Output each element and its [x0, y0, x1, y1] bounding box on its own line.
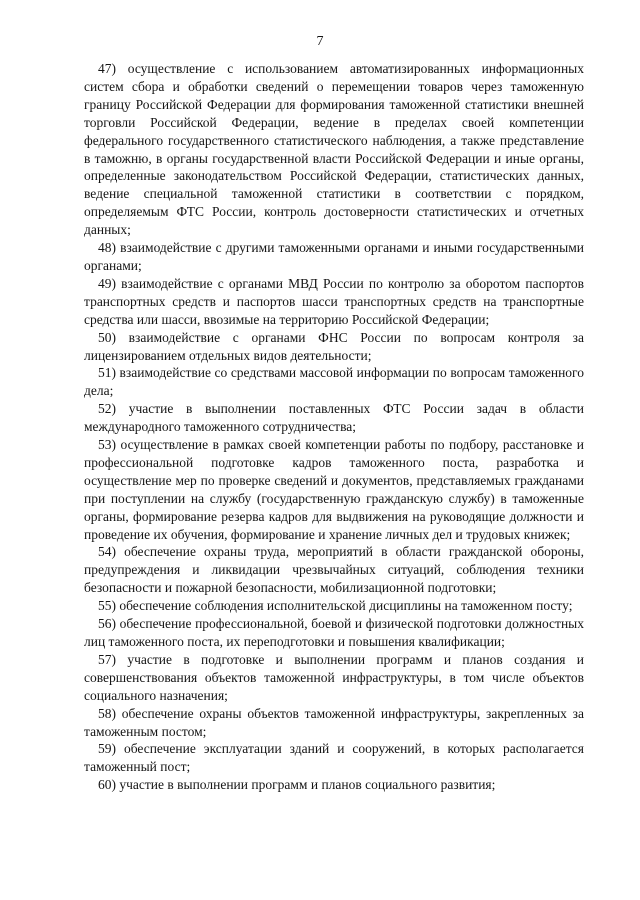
list-item-49: 49) взаимодействие с органами МВД России по контролю за оборотом паспортов транспортных средств и паспортов шасси транспортных средств на транспортные средства или шасси, ввозимые на территорию Российской Федерации; [84, 275, 584, 327]
document-body [84, 60, 584, 794]
list-item-58: 58) обеспечение охраны объектов таможенной инфраструктуры, закрепленных за таможенным постом; [84, 705, 584, 739]
list-item-57: 57) участие в подготовке и выполнении программ и планов создания и совершенствования объектов таможенной инфраструктуры, в том числе объектов социального назначения; [84, 651, 584, 703]
list-item-53: 53) осуществление в рамках своей компетенции работы по подбору, расстановке и профессиональной подготовке кадров таможенного поста, разработка и осуществление мер по проверке сведений и документов, представляемых гражданами при поступлении на службу (государственную гражданскую службу) в таможенные органы, формирование резерва кадров для выдвижения на руководящие должности и проведение их обучения, формирование и хранение личных дел и трудовых книжек; [84, 437, 584, 542]
list-item-56: 56) обеспечение профессиональной, боевой и физической подготовки должностных лиц таможенного поста, их переподготовки и повышения квалификации; [84, 616, 584, 649]
list-item-54: 54) обеспечение охраны труда, мероприятий в области гражданской обороны, предупреждения и ликвидации чрезвычайных ситуаций, соблюдения техники безопасности и пожарной безопасности, мобилизационной подготовки; [84, 544, 584, 596]
list-item-48: 48) взаимодействие с другими таможенными органами и иными государственными органами; [84, 240, 584, 273]
page-number: 7 [316, 34, 324, 49]
list-item-52: 52) участие в выполнении поставленных ФТС России задач в области международного таможенного сотрудничества; [84, 401, 584, 435]
list-item-60: 60) участие в выполнении программ и планов социального развития; [98, 777, 496, 793]
list-item-59: 59) обеспечение эксплуатации зданий и сооружений, в которых располагается таможенный пост; [84, 741, 584, 775]
list-item-51: 51) взаимодействие со средствами массовой информации по вопросам таможенного дела; [84, 365, 584, 399]
list-item-50: 50) взаимодействие с органами ФНС России по вопросам контроля за лицензированием отдельных видов деятельности; [84, 329, 584, 363]
list-item-47: 47) осуществление с использованием автоматизированных информационных систем сбора и обработки сведений о перемещении товаров через таможенную границу Российской Федерации для формирования таможенной статистики внешней торговли Российской Федерации, ведение в пределах своей компетенции федерального государственного статистического наблюдения, а также представление в таможню, в органы государственной власти Российской Федерации и иные органы, определенные законодательством Российской Федерации, статистических данных, ведение специальной таможенной статистики в соответствии с порядком, определяемым ФТС России, контроль достоверности статистических и отчетных данных; [84, 61, 584, 238]
list-item-55: 55) обеспечение соблюдения исполнительской дисциплины на таможенном посту; [98, 598, 573, 614]
